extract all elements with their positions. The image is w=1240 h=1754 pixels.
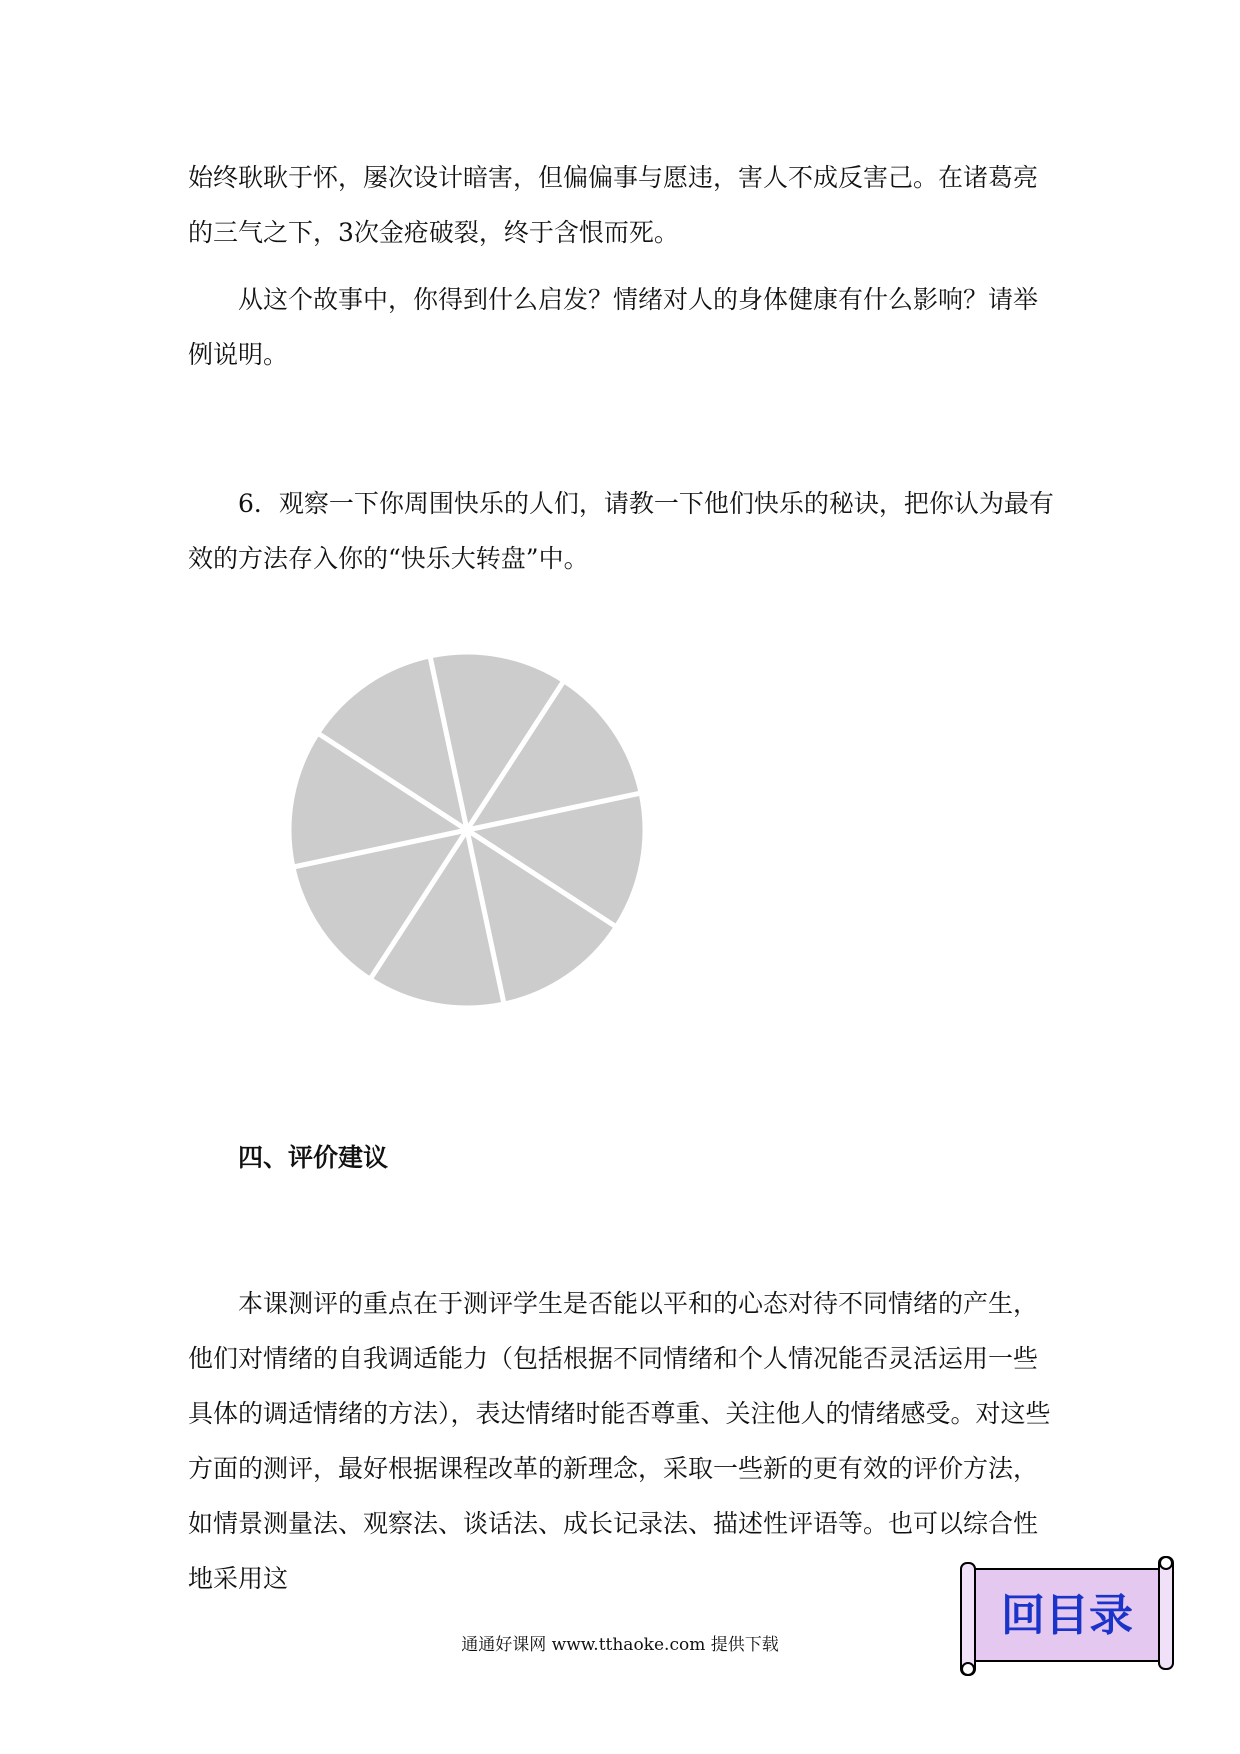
footer-text: 通通好课网 www.tthaoke.com 提供下载: [461, 1635, 779, 1655]
scroll-left-roll: [961, 1563, 975, 1675]
paragraph-story-end: 始终耿耿于怀，屡次设计暗害，但偏偏事与愿违，害人不成反害己。在诸葛亮的三气之下，3次金疮破裂，终于含恨而死。: [188, 163, 1039, 247]
paragraph-evaluation: 本课测评的重点在于测评学生是否能以平和的心态对待不同情绪的产生，他们对情绪的自我调适能力（包括根据不同情绪和个人情况能否灵活运用一些具体的调适情绪的方法），表达情绪时能否尊重、关注他人的情绪感受。对这些方面的测评，最好根据课程改革的新理念，采取一些新的更有效的评价方法，如情景测量法、观察法、谈话法、成长记录法、描述性评语等。也可以综合性地采用这: [188, 1289, 1051, 1593]
paragraph-question: 从这个故事中，你得到什么启发？情绪对人的身体健康有什么影响？请举例说明。: [188, 285, 1039, 369]
back-to-toc-button[interactable]: [955, 1553, 1180, 1683]
section-heading: 四、评价建议: [238, 1143, 389, 1172]
back-to-toc-label: 回目录: [1001, 1590, 1133, 1641]
scroll-right-roll: [1159, 1557, 1173, 1669]
paragraph-task-6: 6．观察一下你周围快乐的人们，请教一下他们快乐的秘诀，把你认为最有效的方法存入你的“快乐大转盘”中。: [188, 489, 1054, 573]
happiness-wheel: [287, 650, 647, 1010]
